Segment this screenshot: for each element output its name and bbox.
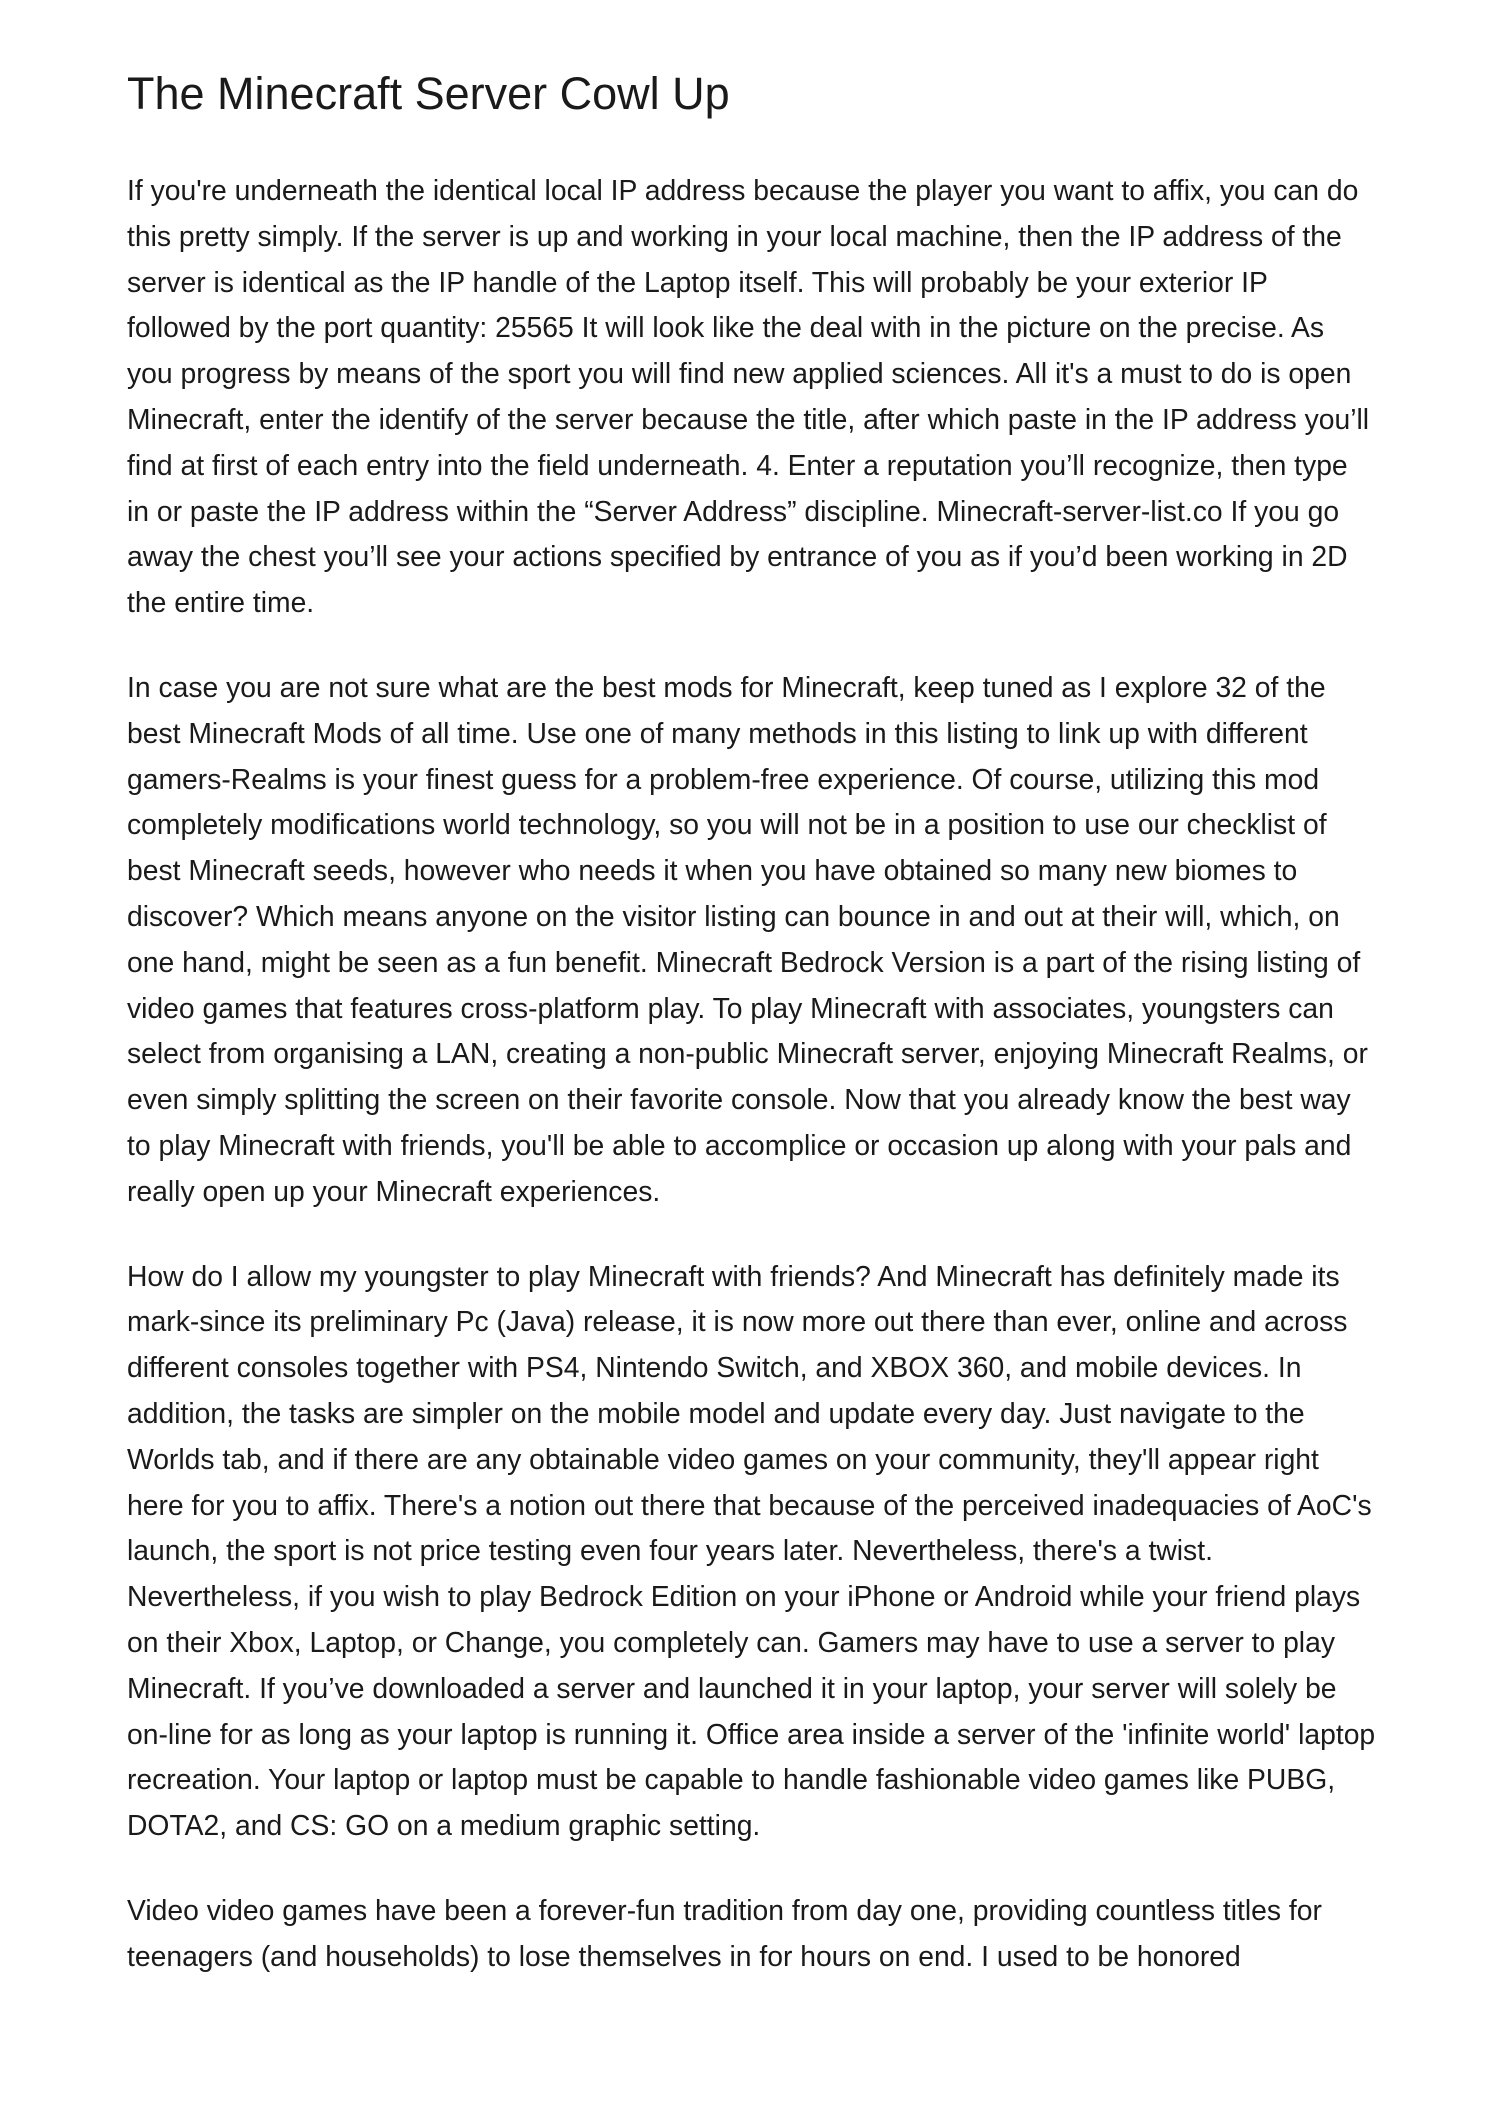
paragraph-2: In case you are not sure what are the best mods for Minecraft, keep tuned as I explore 32 of the best Minecraft Mods of all time. Use one of many methods in this listing to link up with different gamers-Realms is your finest guess for a problem-free experience. Of course, utilizing this mod completely modifications world technology, so you will not be in a position to use our checklist of best Minecraft seeds, however who needs it when you have obtained so many new biomes to discover? Which means anyone on the visitor listing can bounce in and out at their will, which, on one hand, might be seen as a fun benefit. Minecraft Bedrock Version is a part of the rising listing of video games that features cross-platform play. To play Minecraft with associates, youngsters can select from organising a LAN, creating a non-public Minecraft server, enjoying Minecraft Realms, or even simply splitting the screen on their favorite console. Now that you already know the best way to play Minecraft with friends, you'll be able to accomplice or occasion up along with your pals and really open up your Minecraft experiences. <box>127 670 1368 1207</box>
page-title: The Minecraft Server Cowl Up <box>127 68 730 119</box>
paragraph-3: How do I allow my youngster to play Minecraft with friends? And Minecraft has definitely made its mark-since its preliminary Pc (Java) release, it is now more out there than ever, online and across different consoles together with PS4, Nintendo Switch, and XBOX 360, and mobile devices. In addition, the tasks are simpler on the mobile model and update every day. Just navigate to the Worlds tab, and if there are any obtainable video games on your community, they'll appear right here for you to affix. There's a notion out there that because of the perceived inadequacies of AoC's launch, the sport is not price testing even four years later. Nevertheless, there's a twist. Nevertheless, if you wish to play Bedrock Edition on your iPhone or Android while your friend plays on their Xbox, Laptop, or Change, you completely can. Gamers may have to use a server to play Minecraft. If you’ve downloaded a server and launched it in your laptop, your server will solely be on-line for as long as your laptop is running it. Office area inside a server of the 'infinite world' laptop recreation. Your laptop or laptop must be capable to handle fashionable video games like PUBG, DOTA2, and CS: GO on a medium graphic setting. <box>127 1259 1376 1842</box>
article-body <box>127 168 1377 2018</box>
paragraph-4: Video video games have been a forever-fun tradition from day one, providing countless titles for teenagers (and households) to lose themselves in for hours on end. I used to be honored <box>127 1893 1322 1972</box>
paragraph-1: If you're underneath the identical local IP address because the player you want to affix, you can do this pretty simply. If the server is up and working in your local machine, then the IP address of the server is identical as the IP handle of the Laptop itself. This will probably be your exterior IP followed by the port quantity: 25565 It will look like the deal with in the picture on the precise. As you progress by means of the sport you will find new applied sciences. All it's a must to do is open Minecraft, enter the identify of the server because the title, after which paste in the IP address you’ll find at first of each entry into the field underneath. 4. Enter a reputation you’ll recognize, then type in or paste the IP address within the “Server Address” discipline. Minecraft-server-list.co If you go away the chest you’ll see your actions specified by entrance of you as if you’d been working in 2D the entire time. <box>127 174 1370 619</box>
